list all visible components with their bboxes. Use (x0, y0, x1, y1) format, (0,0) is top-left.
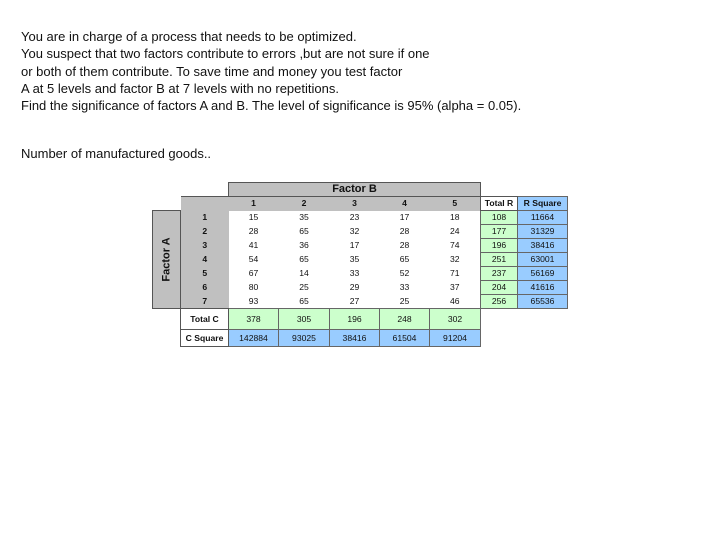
total-r-cell: 108 (481, 211, 518, 225)
data-cell: 80 (229, 281, 279, 295)
data-cell: 25 (380, 295, 430, 309)
data-cell: 23 (330, 211, 380, 225)
data-cell: 17 (380, 211, 430, 225)
data-cell: 27 (330, 295, 380, 309)
data-cell: 15 (229, 211, 279, 225)
corner-blank (153, 183, 229, 197)
data-cell: 67 (229, 267, 279, 281)
data-cell: 35 (279, 211, 330, 225)
c-square-cell: 61504 (380, 330, 430, 347)
total-r-header: Total R (481, 197, 518, 211)
r-square-header: R Square (518, 197, 568, 211)
data-cell: 14 (279, 267, 330, 281)
r-square-cell: 38416 (518, 239, 568, 253)
factor-a-label: Factor A (160, 236, 172, 282)
col-header: 5 (430, 197, 481, 211)
data-cell: 18 (430, 211, 481, 225)
data-cell: 28 (380, 239, 430, 253)
problem-line: You are in charge of a process that needs to be optimized. (21, 29, 357, 44)
row-label: 3 (181, 239, 229, 253)
data-cell: 24 (430, 225, 481, 239)
row-label: 7 (181, 295, 229, 309)
row-label: 6 (181, 281, 229, 295)
corner-blank (153, 309, 181, 330)
data-cell: 65 (279, 253, 330, 267)
corner-blank (481, 183, 568, 197)
total-r-cell: 196 (481, 239, 518, 253)
row-label: 1 (181, 211, 229, 225)
data-cell: 32 (330, 225, 380, 239)
data-cell: 25 (279, 281, 330, 295)
data-cell: 74 (430, 239, 481, 253)
factor-b-header: Factor B (229, 183, 481, 197)
data-cell: 17 (330, 239, 380, 253)
data-cell: 54 (229, 253, 279, 267)
corner-blank (481, 330, 568, 347)
data-table (152, 182, 568, 347)
col-header: 4 (380, 197, 430, 211)
data-cell: 41 (229, 239, 279, 253)
total-r-cell: 256 (481, 295, 518, 309)
problem-line: Find the significance of factors A and B. The level of significance is 95% (alpha = 0.05). (21, 98, 522, 114)
data-cell: 35 (330, 253, 380, 267)
corner-blank (153, 330, 181, 347)
r-square-cell: 31329 (518, 225, 568, 239)
data-cell: 28 (229, 225, 279, 239)
data-cell: 32 (430, 253, 481, 267)
col-header: 1 (229, 197, 279, 211)
data-cell: 36 (279, 239, 330, 253)
col-header: 2 (279, 197, 330, 211)
total-c-label: Total C (181, 309, 229, 330)
r-square-cell: 56169 (518, 267, 568, 281)
c-square-cell: 142884 (229, 330, 279, 347)
data-cell: 33 (330, 267, 380, 281)
total-r-cell: 204 (481, 281, 518, 295)
r-square-cell: 11664 (518, 211, 568, 225)
data-cell: 37 (430, 281, 481, 295)
r-square-cell: 41616 (518, 281, 568, 295)
factor-a-header (153, 211, 181, 309)
total-c-cell: 305 (279, 309, 330, 330)
total-r-cell: 237 (481, 267, 518, 281)
r-square-cell: 65536 (518, 295, 568, 309)
problem-line: or both of them contribute. To save time and money you test factor (21, 63, 403, 79)
row-label: 4 (181, 253, 229, 267)
corner-header (181, 197, 229, 211)
problem-statement (21, 28, 701, 114)
data-cell: 93 (229, 295, 279, 309)
c-square-cell: 38416 (330, 330, 380, 347)
row-label: 2 (181, 225, 229, 239)
total-c-cell: 196 (330, 309, 380, 330)
data-cell: 52 (380, 267, 430, 281)
data-cell: 71 (430, 267, 481, 281)
data-cell: 46 (430, 295, 481, 309)
problem-line: A at 5 levels and factor B at 7 levels with no repetitions. (21, 80, 339, 96)
c-square-cell: 91204 (430, 330, 481, 347)
problem-line: You suspect that two factors contribute to errors ,but are not sure if one (21, 46, 430, 62)
data-cell: 65 (279, 225, 330, 239)
data-cell: 65 (380, 253, 430, 267)
data-cell: 33 (380, 281, 430, 295)
row-label: 5 (181, 267, 229, 281)
total-c-cell: 302 (430, 309, 481, 330)
c-square-cell: 93025 (279, 330, 330, 347)
data-cell: 29 (330, 281, 380, 295)
total-c-cell: 248 (380, 309, 430, 330)
table-caption: Number of manufactured goods.. (21, 146, 212, 161)
data-cell: 65 (279, 295, 330, 309)
r-square-cell: 63001 (518, 253, 568, 267)
corner-blank (153, 197, 181, 211)
corner-blank (481, 309, 568, 330)
total-r-cell: 251 (481, 253, 518, 267)
c-square-label: C Square (181, 330, 229, 347)
total-r-cell: 177 (481, 225, 518, 239)
total-c-cell: 378 (229, 309, 279, 330)
data-cell: 28 (380, 225, 430, 239)
col-header: 3 (330, 197, 380, 211)
